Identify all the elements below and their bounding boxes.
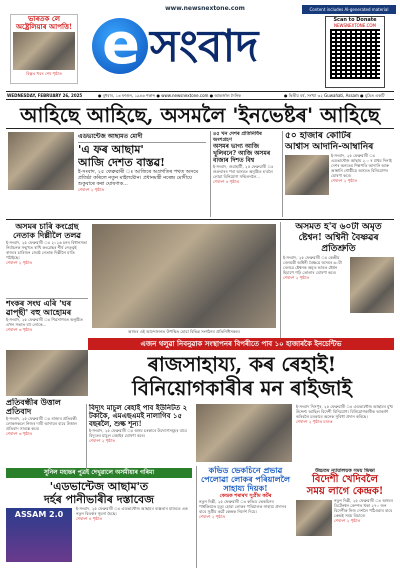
- lead-side-kicker: ৪৫ খন দেশৰ প্ৰতিনিধিৰ অংশগ্ৰহণ: [213, 131, 262, 143]
- congress-story[interactable]: [6, 222, 88, 296]
- donate-site: NEWSNEXTONE.COM: [334, 23, 376, 28]
- big-headline: [90, 352, 394, 402]
- lead-continued[interactable]: শেষাংশ ২ পৃষ্ঠাত: [78, 187, 105, 192]
- crore-continued[interactable]: শেষাংশ ২ পৃষ্ঠাত: [331, 178, 358, 183]
- lead-side-continued[interactable]: শেষাংশ ৪ পৃষ্ঠাত: [213, 179, 240, 184]
- covid-continued[interactable]: শেষাংশ ২ পৃষ্ঠাত: [199, 514, 226, 519]
- big-headline-1: ৰাজসাহায্য, কৰ ৰেহাই!: [147, 352, 337, 376]
- modi-photo: [8, 132, 74, 190]
- court-story[interactable]: [296, 468, 394, 568]
- lead-body: ই-সংবাদ, ২৫ ফেব্ৰুৱাৰী ঃ আজিৰে অগ্ৰগতিৰ পথত অসমে প্ৰতিষ্ঠা কৰিলে নতুন মাইলষ্টোন। প্ৰধানমন্ত্ৰী নৰেন্দ্ৰ মোদীয়ে শুকুবাৰে কৰা ঘোষণাক...: [78, 169, 199, 187]
- covid-headline: কভিড ভেকচিনে প্ৰভাৱ পেলোৱা লোকৰ পৰিয়াললৈ সাহায্য দিয়ক!: [201, 466, 290, 493]
- right-mid-story[interactable]: [296, 404, 394, 464]
- daroo-continued[interactable]: শেষাংশ ৪ পৃষ্ঠাত: [76, 516, 103, 521]
- left-teaser[interactable]: [10, 14, 78, 84]
- electric-story[interactable]: [86, 404, 192, 468]
- amrit-body: ই-সংবাদ, ২৫ ফেব্ৰুৱাৰী ঃ কেন্দ্ৰীয় ৰেলমন্ত্ৰী অশ্বিনী বৈষ্ণৱে অসমৰ ৬০টা ৰেলৱে ষ্টেশ্বনক অমৃত ভাৰত ষ্টেশ্বন হিচাপে গঢ়ি তোলাৰ ঘোষণা কৰে।: [283, 255, 342, 275]
- left-teaser-line1: ভাৰতক লে: [28, 14, 60, 23]
- court-photo: [296, 500, 332, 536]
- lead-sub-kicker: এডভান্টেজ আছামত মোদী: [78, 131, 206, 143]
- dateline-bar: [6, 91, 394, 100]
- logo-e-letter: e: [102, 14, 140, 77]
- daroo-body: ই-সংবাদ, ২৫ ফেব্ৰুৱাৰী ঃ এডভান্টেজ আছামৰ ব্যস্ততাৰ মাজতে এক নতুন বিতৰ্কৰ সূচনা হৈছে।: [76, 506, 188, 516]
- protibadi-headline: প্ৰতিবন্ধীৰ উত্তাল প্ৰতিবাদ: [6, 398, 61, 416]
- masthead-logo: [88, 14, 300, 84]
- amrit-headline: অসমত হ'ব ৬০টা অমৃত ষ্টেশ্বন! অশ্বিনী বৈষ্ণৱৰ প্ৰতিশ্ৰুতি: [295, 222, 382, 254]
- crore-headline-2: আশ্বাস আদানি-আম্বানিৰ: [285, 142, 374, 152]
- sankar-body: ই-সংবাদ, ২৫ ফেব্ৰুৱাৰী ঃ শিৱসাগৰত অনুষ্ঠিত এখন সভাত বহু লোকে...: [6, 317, 83, 327]
- protibadi-story[interactable]: [6, 398, 82, 466]
- right-mid-body: ই-সংবাদ দিসপুৰ, ২৫ ফেব্ৰুৱাৰী ঃ এডভান্টেজ আছামৰ মুখ্য উদ্দেশ্য আছিল বিদেশী বিনিয়োগ। বিনিয়োগকাৰীক আকৰ্ষণ কৰিবলৈ চৰকাৰে অনেক সুবিধা প্ৰদান কৰিছে।: [296, 404, 394, 419]
- daroo-story[interactable]: [6, 480, 192, 568]
- sankar-headline: শংকৰ সংঘ এৰি 'ঘৰ ৱাপ্ছী' বহু আহোমৰ: [6, 298, 72, 317]
- covid-story[interactable]: [196, 466, 292, 568]
- left-teaser-title: [11, 15, 77, 31]
- lead-sub-headline-2: আজি দেশত বাস্তৱ!: [78, 156, 165, 169]
- big-headline-2: বিনিয়োগকাৰীৰ মন ৰাইজাই: [132, 376, 352, 400]
- donate-label: Scan to Donate: [333, 17, 377, 23]
- conference-photo: [196, 404, 292, 462]
- dateline-left: WEDNESDAY, FEBRUARY 26, 2025: [7, 93, 83, 98]
- member-badge: Content includes AI-generated material: [302, 5, 396, 14]
- congress-continued[interactable]: শেষাংশ ২ পৃষ্ঠাত: [6, 260, 33, 265]
- lead-sub-headline-1: 'এ ফৰ আছাম': [78, 143, 144, 156]
- lead-side[interactable]: [210, 131, 278, 217]
- electric-headline: বিদ্যুৎ মাচুল ৰেহাই পাব ইউনিটত ২ টকাকৈ, এমএছএমই নালাগিব ১৫ বছৰলৈ, শুল্ক শূন্য!: [89, 404, 188, 428]
- left-teaser-link[interactable]: বিস্তৃত খবৰ শেষ পৃষ্ঠাত: [26, 71, 62, 76]
- dateline-right: ● দ্বিতীয় বৰ্ষ, সংখ্যা ৩২ Guwahati, Assam ● মুদ্ৰিত একটি: [284, 93, 385, 98]
- qr-code-icon[interactable]: [330, 29, 380, 79]
- protibadi-continued[interactable]: শেষাংশ ৩ পৃষ্ঠাত: [6, 431, 33, 436]
- logo-text: সংবাদ: [150, 21, 259, 72]
- congress-headline: অসমৰ চাৰি কংগ্ৰেছ নেতাক দিল্লীলৈ তলৱ: [13, 222, 81, 240]
- lead-side-headline: অসমৰ ভাগ্য আজি খুলিবনে? আজি অসমৰ বাজাৰ দিশত বিশ্ব: [213, 143, 271, 164]
- electric-body: ই-সংবাদ, ২৫ ফেব্ৰুৱাৰী ঃ অসম চৰকাৰে উদ্যোগসমূহৰ বাবে বিদ্যুতৰ মাচুল ৰেহাইৰ ঘোষণা কৰে।: [89, 428, 187, 438]
- left-teaser-line2: অষ্ট্ৰেলিয়াৰ আপত্তি!: [15, 22, 73, 31]
- lead-side-body: ই-সংবাদ, গুৱাহাটী, ২৫ ফেব্ৰুৱাৰী ঃ শুক্ৰবাৰৰ পৰা অসমত অনুষ্ঠিত হ'বলৈ লোৱা বিনিয়োগ সন্মিলনলৈ...: [213, 164, 274, 179]
- lead-sub[interactable]: [78, 131, 206, 217]
- court-headline-2: সময় লাগে কেন্দ্ৰক!: [306, 486, 384, 497]
- covid-kicker: কেন্দ্ৰক শৰাৰখ সুপ্ৰীম কৰ্টৰ: [219, 493, 272, 499]
- crore-body: ই-সংবাদ, ২৫ ফেব্ৰুৱাৰী ঃ এডভান্টেজ আছাম ২.০ ৰ প্ৰথম দিনাই দেশৰ অন্যতম শিল্পপতি আদানি আৰু আম্বানি গোষ্ঠীয়ে অসমত বিনিয়োগৰ ঘোষণা কৰে।: [331, 153, 392, 178]
- amrit-continued[interactable]: শেষাংশ ২ পৃষ্ঠাত: [283, 275, 310, 280]
- sankar-continued[interactable]: শেষাংশ ৩ পৃষ্ঠাত: [6, 327, 33, 332]
- website-url[interactable]: www.newsnextone.com: [165, 5, 245, 12]
- dateline-middle: ● বুধবাৰ, ১৩ ফাগুন, ১৯৪৬ শকাব্দ ● www.newsnextone.com ● আন্তৰ্জাল দৈনিক: [98, 93, 241, 98]
- sunil-ticker[interactable]: সুনিল মহান্তৰ পুত্ৰই দেখুৱালে অসমীয়াৰ গৰিমা: [6, 468, 192, 478]
- left-teaser-photo: [13, 32, 75, 70]
- crore-photo: [285, 155, 329, 195]
- congress-body: ই-সংবাদ, ২৫ ফেব্ৰুৱাৰী ঃ ২০২৬ চনৰ বিধানসভা নিৰ্বাচনক সন্মুখত ৰাখি কংগ্ৰেছৰ শীৰ্ষ নেতৃত্বই ৰাজ্যৰ চাৰিজন জ্যেষ্ঠ নেতাক দিল্লীলৈ মাতি পঠাইছে।: [6, 240, 88, 260]
- donate-box[interactable]: [325, 16, 385, 88]
- sankar-story[interactable]: [6, 298, 88, 348]
- amrit-story[interactable]: [280, 222, 394, 338]
- electric-continued[interactable]: শেষাংশ ২ পৃষ্ঠাত: [89, 438, 116, 443]
- court-headline-1: বিদেশী খেদিবলৈ: [312, 474, 378, 485]
- crore-headline-1: ৫০ হাজাৰ কোটিৰ: [285, 131, 352, 141]
- amrit-photo: [350, 257, 394, 313]
- protibadi-body: ই-সংবাদ, ২৫ ফেব্ৰুৱাৰী ঃ ৰাজ্যৰ প্ৰতিবন্ধী লোকসকলে নিজৰ দাবী আদায়ৰ বাবে উত্তাল প্ৰতিবাদ সাব্যস্ত কৰে।: [6, 416, 77, 431]
- crore-story[interactable]: [282, 131, 394, 217]
- left-mid-photo: [6, 350, 88, 396]
- lead-headline: আহিছে আহিছে, অসমলৈ 'ইনভেষ্টৰ' আহিছে: [20, 103, 380, 127]
- court-body: নতুন দিল্লী, ২৫ ফেব্ৰুৱাৰী ঃ অসমৰ ডিটেনশ্বন কেম্পত থকা ২৭০ জন বিদেশীক নিজ দেশলৈ পঠিওৱাৰ বাবে কেন্দ্ৰই সময় বিচাৰে।: [334, 498, 393, 518]
- court-kicker: উচ্চতম ন্যায়ালয়ক সময় ভিক্ষা: [315, 468, 375, 474]
- incentive-ticker[interactable]: এজন থলুৱা নিবনুৱাক সংস্থাপনৰ বিপৰীতে পাব ১০ হাজাৰকৈ ইনচেন্টিভ: [88, 338, 394, 350]
- daroo-headline-2: দৰ্হৰ পানীভাৰীৰ দস্তাবেজ: [44, 493, 154, 506]
- protest-photo: [92, 224, 276, 328]
- covid-body: নতুন দিল্লী, ২৫ ফেব্ৰুৱাৰী ঃ কভিড ভেকচিনৰ পাৰ্শ্বক্ৰিয়াত মৃত্যু হোৱা লোকৰ পৰিয়ালক সাহায্য প্ৰদানৰ বাবে সুপ্ৰীম কৰ্টে কেন্দ্ৰক নিৰ্দেশ দিয়ে।: [199, 499, 287, 514]
- daroo-headline-1: 'এডভান্টেজ আছাম'ত: [49, 480, 149, 493]
- protest-caption: আজৰ এই আন্দোলনত উপস্থিত হোৱা বিভিন্ন সংগঠনৰ প্ৰতিনিধিসকল।: [128, 329, 240, 334]
- right-mid-continued[interactable]: শেষাংশ ২ পৃষ্ঠাত চাওক: [296, 419, 333, 424]
- court-continued[interactable]: শেষাংশ ২ পৃষ্ঠাত: [334, 518, 361, 523]
- daroo-poster: ASSAM 2.0: [6, 508, 72, 562]
